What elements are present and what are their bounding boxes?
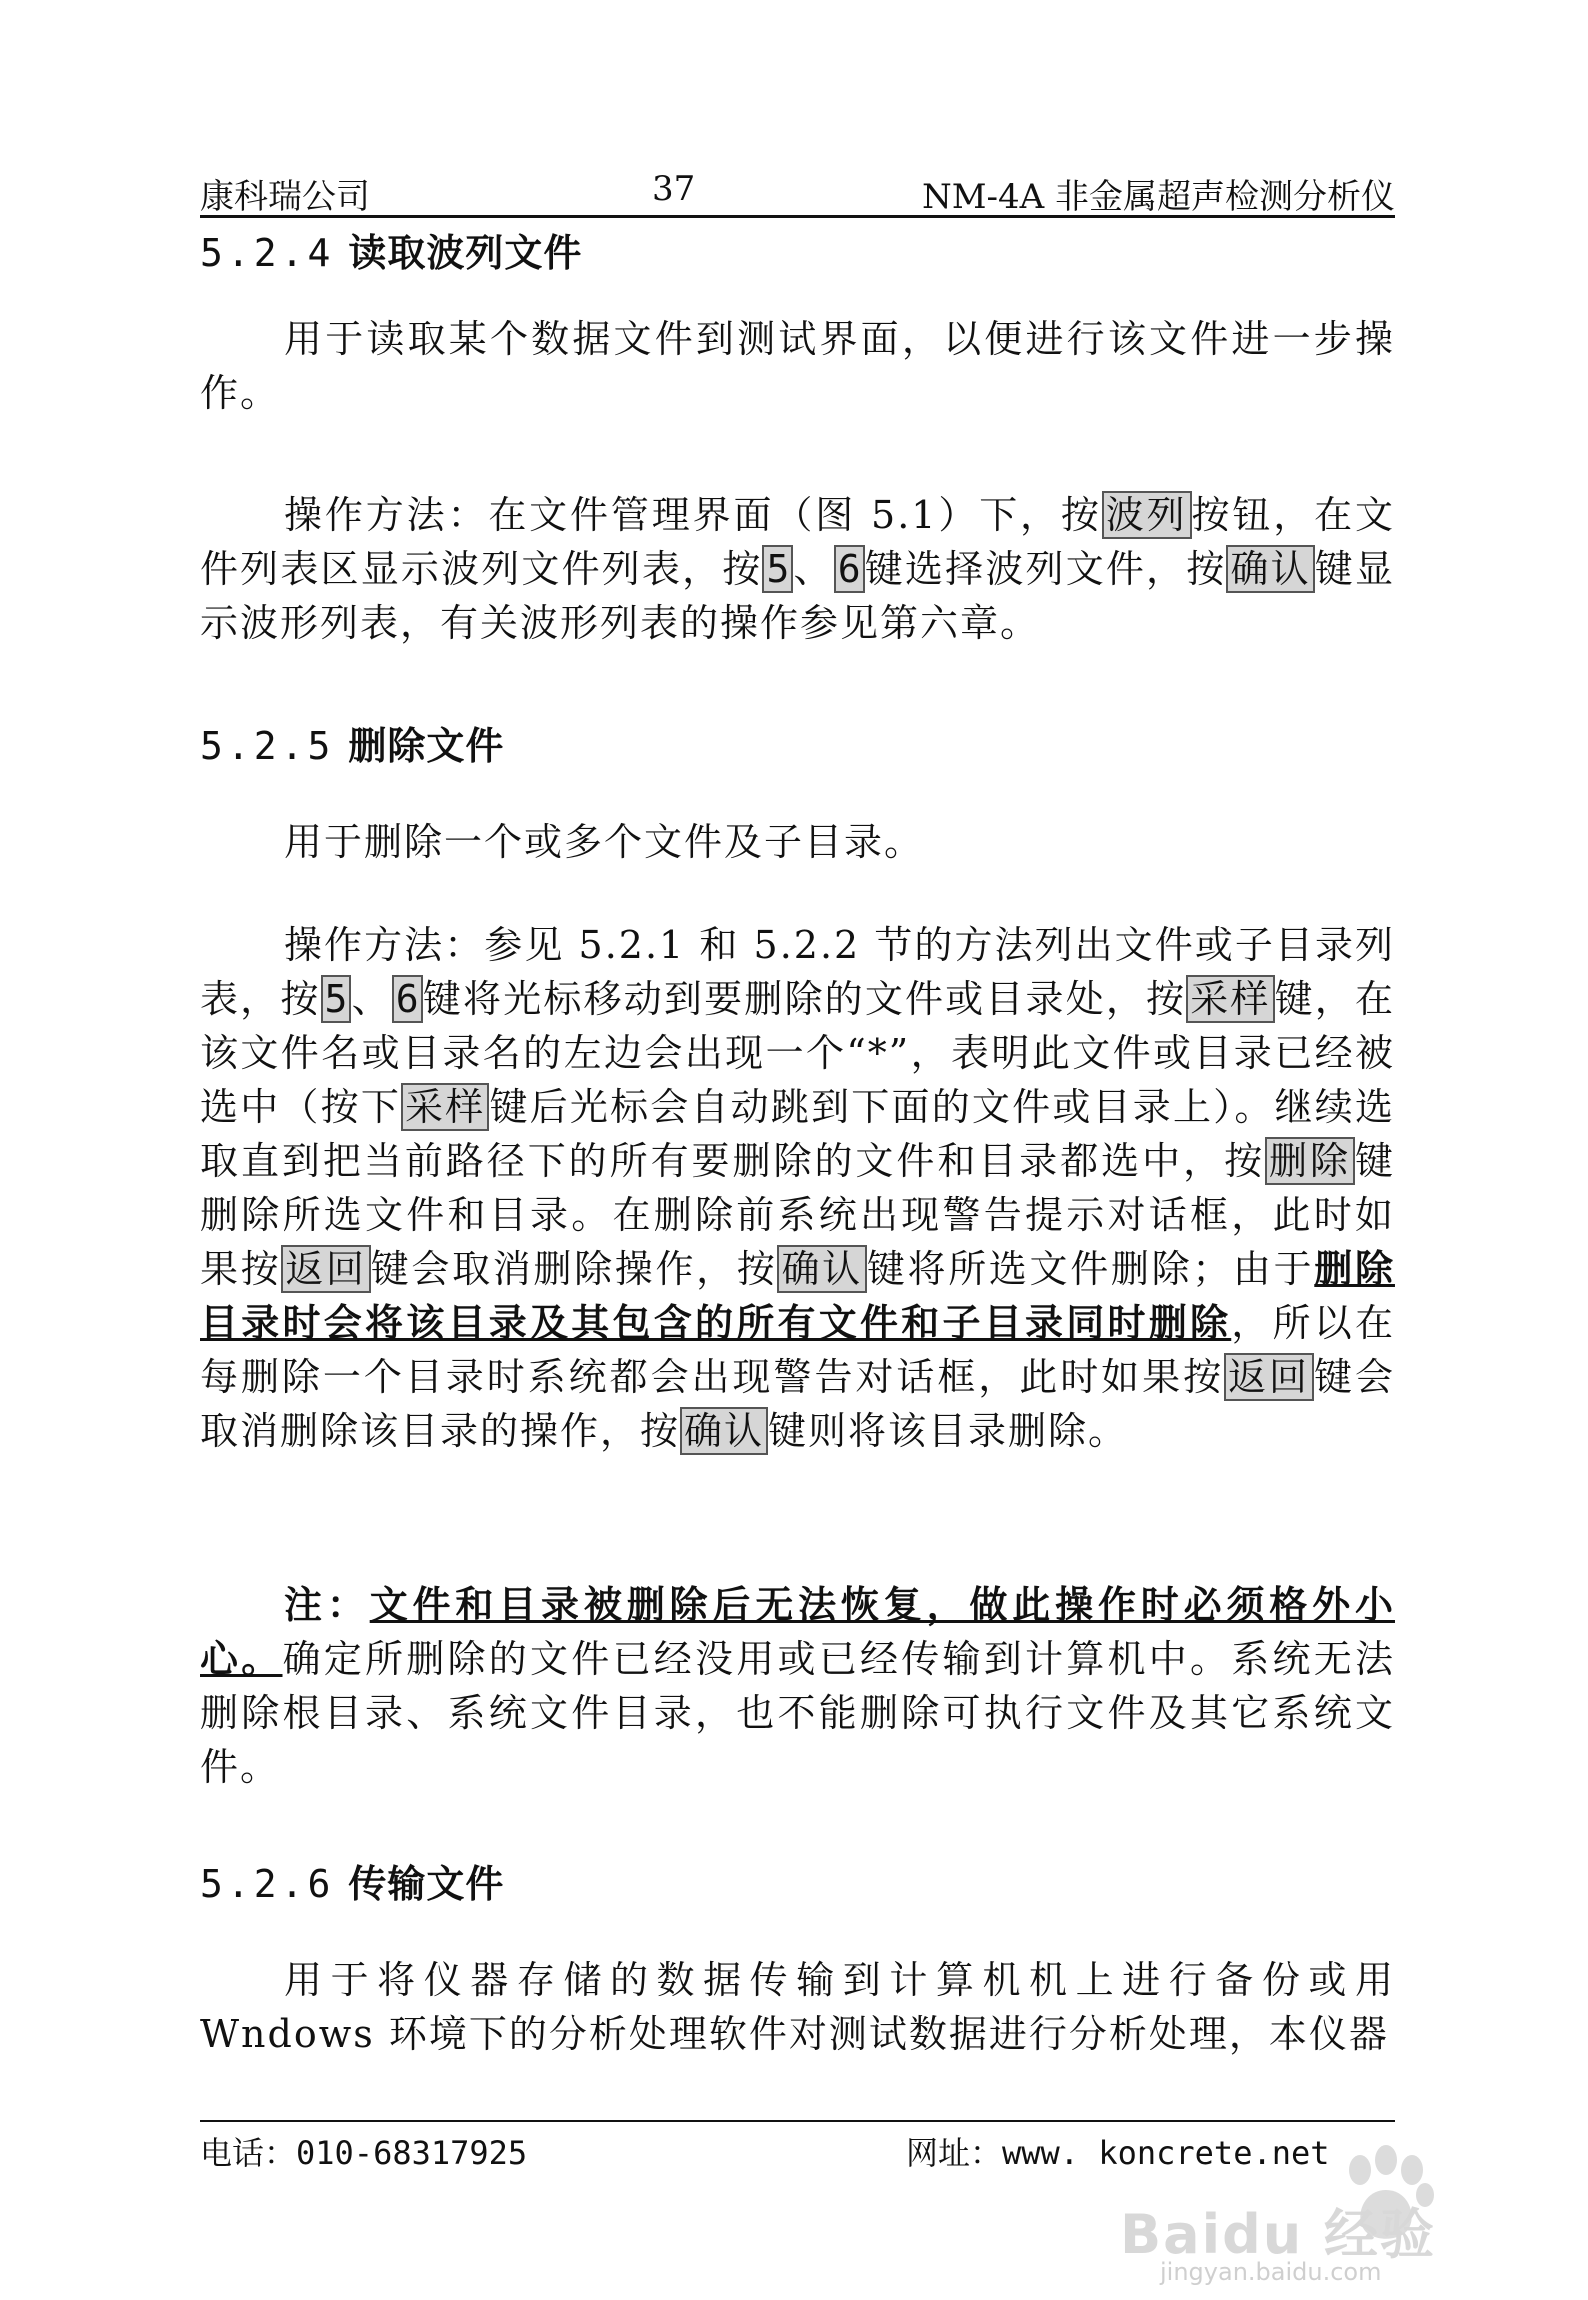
key-5: 5 xyxy=(762,545,793,593)
watermark-url: jingyan.baidu.com xyxy=(1160,2258,1382,2286)
section-heading-5-2-5 xyxy=(200,715,504,770)
footer-phone: 电话：010-68317925 xyxy=(200,2134,528,2172)
section-title: 删除文件 xyxy=(348,724,505,768)
paragraph-delete-intro: 用于删除一个或多个文件及子目录。 xyxy=(284,820,925,864)
key-5: 5 xyxy=(321,975,352,1023)
key-confirm: 确认 xyxy=(1226,545,1314,593)
key-confirm: 确认 xyxy=(777,1245,866,1293)
section-heading-5-2-6 xyxy=(200,1853,504,1908)
section-number: 5.2.5 xyxy=(200,724,335,768)
key-6: 6 xyxy=(834,545,865,593)
key-wavetrain-button: 波列 xyxy=(1102,491,1192,539)
key-sample: 采样 xyxy=(401,1083,489,1131)
key-6: 6 xyxy=(392,975,423,1023)
section-title: 传输文件 xyxy=(348,1862,505,1906)
paragraph-text: 用于读取某个数据文件到测试界面，以便进行该文件进一步操作。 xyxy=(200,317,1395,415)
header-page-number: 37 xyxy=(652,169,696,209)
header-product: NM-4A 非金属超声检测分析仪 xyxy=(921,177,1395,217)
section-number: 5.2.6 xyxy=(200,1862,335,1906)
key-confirm: 确认 xyxy=(680,1407,768,1455)
watermark xyxy=(1120,2140,1450,2290)
header-divider xyxy=(200,215,1395,218)
header-company: 康科瑞公司 xyxy=(200,177,370,217)
paragraph-delete-note: 注：文件和目录被删除后无法恢复，做此操作时必须格外小心。确定所删除的文件已经没用或已经传输到计算机中。系统无法删除根目录、系统文件目录，也不能删除可执行文件及其它系统文件。 xyxy=(200,1582,1395,1789)
key-return: 返回 xyxy=(1224,1353,1314,1401)
section-number: 5.2.4 xyxy=(200,231,335,275)
document-page xyxy=(200,0,1395,2300)
note-emphasis: 文件和目录被删除后无法恢复，做此操作时必须格外小心。 xyxy=(200,1582,1395,1681)
watermark-brand: Baidu 经验 xyxy=(1120,2203,1437,2266)
section-title: 读取波列文件 xyxy=(348,231,583,275)
page-header xyxy=(200,165,1395,217)
paragraph-read-intro xyxy=(200,312,1395,420)
footer-divider xyxy=(200,2120,1395,2122)
key-sample: 采样 xyxy=(1186,975,1274,1023)
section-heading-5-2-4 xyxy=(200,222,582,277)
key-delete: 删除 xyxy=(1265,1137,1355,1185)
warning-emphasis: 删除目录时会将该目录及其包含的所有文件和子目录同时删除 xyxy=(200,1246,1395,1345)
key-return: 返回 xyxy=(281,1245,370,1293)
footer-website: 网址：www. koncrete.net xyxy=(906,2134,1330,2172)
paragraph-read-method: 操作方法：在文件管理界面（图 5.1）下，按 波列 按钮，在文件列表区显示波列文件列表，按 5 、 6 键选择波列文件，按 确认 键显示波形列表，有关波形列表的操作参见第六章。 xyxy=(200,493,1395,645)
paragraph-delete-method: 操作方法：参见 5.2.1 和 5.2.2 节的方法列出文件或子目录列表，按 5 、 6 键将光标移动到要删除的文件或目录处，按 采样 键，在该文件名或目录名的左边会出现一个“*”，表明此文件或目录已经被选中（按下 采样 键后光标会自动跳到下面的文件或目录上）。继续选取直到把当前路径下的所有要删除的文件和目录都选中，按 删除 键删除所选文件和目录。在删除前系统出现警告提示对话框，此时如果按 返回 键会取消删除操作，按 确认 键将所选文件删除；由于删除目录时会将该目录及其包含的所有文件和子目录同时删除，所以在每删除一个目录时系统都会出现警告对话框，此时如果按 返回 键会取消删除该目录的操作，按 确认 键则将该目录删除。 xyxy=(200,923,1395,1453)
paragraph-transfer-intro: 用于将仪器存储的数据传输到计算机机上进行备份或用Wndows 环境下的分析处理软件对测试数据进行分析处理，本仪器 xyxy=(200,1958,1395,2056)
